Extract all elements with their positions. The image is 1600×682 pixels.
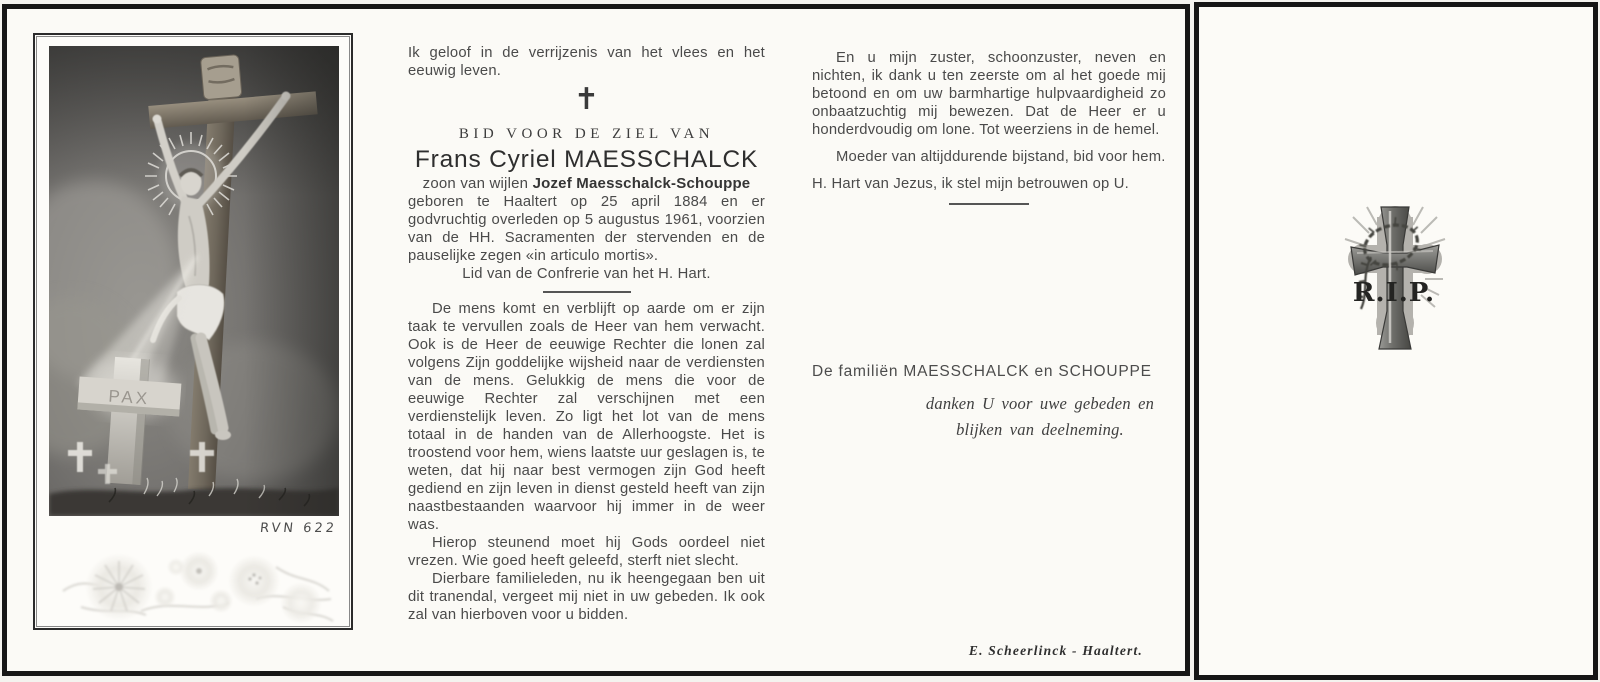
left-text-column [408, 44, 765, 624]
divider-rule [949, 203, 1029, 205]
invocation-mother: Moeder van altijddurende bijstand, bid voor hem. [836, 149, 1166, 165]
meditation-paragraph: Hierop steunend moet hij Gods oordeel niet vrezen. Wie goed heeft geleefd, sterft niet slecht. [408, 535, 765, 569]
meditation-paragraph: De mens komt en verblijft op aarde om er zijn taak te vervullen zoals de Heer van hem verwacht. Ook is de Heer de eeuwige Rechter die lonen zal volgens Zijn goddelijke wijsheid naar de verdiensten van de mens. Gelukkig de mens die voor de eeuwige Rechter zal verschijnen met een verdienstelijk leven. Zo ligt het lot van de mens totaal in de handen van de Allerhoogste. Het is troostend voor hem, wiens laatste uur geslagen is, te weten, dat hij naar best vermogen zijn God heeft gediend en zijn leven in dienst gesteld heeft van zijn naastbestaanden waarvoor hij immer in de weer was. [408, 301, 765, 533]
rip-text: R.I.P. [1352, 278, 1436, 308]
meditation-paragraph: Dierbare familieleden, nu ik heengegaan ben uit dit tranendal, vergeet mij niet in uw gebeden. Ik ook zal van hierboven voor u bidden. [408, 571, 765, 623]
back-cover-page [1194, 2, 1598, 680]
thanks-text: danken U voor uwe gebeden en blijken van deelneming. [925, 394, 1155, 439]
membership-line: Lid van de Confrerie van het H. Hart. [462, 266, 711, 282]
pray-heading: BID VOOR DE ZIEL VAN [458, 126, 715, 142]
artist-mark: RVN 622 [259, 521, 338, 536]
printer-credit: E. Scheerlinck - Haaltert. [968, 643, 1143, 658]
farewell-paragraph: En u mijn zuster, schoonzuster, neven en nichten, ik dank u ten zeerste om al het goede mij betoond en om uw barmhartige hulpvaardigheid zo onbaatzuchtig mij bewezen. Dat de Heer er u honderdvoudig om lone. Tot weerziens in de hemel. [812, 50, 1166, 138]
right-text-column [812, 49, 1166, 443]
divider-rule [543, 291, 631, 293]
invocation-sacred-heart: H. Hart van Jezus, ik stel mijn betrouwen op U. [812, 176, 1129, 192]
crucifixion-photo [49, 46, 339, 516]
creed-text: Ik geloof in de verrijzenis van het vlees en het eeuwig leven. [408, 45, 765, 79]
flower-wreath-illustration [51, 541, 337, 625]
holy-card-picture [33, 33, 353, 630]
lineage-line [408, 175, 765, 193]
life-dates-text: geboren te Haaltert op 25 april 1884 en er godvruchtig overleden op 5 augustus 1961, voorzien van de HH. Sacramenten der stervenden en de pauselijke zegen «in articulo mortis». [408, 194, 765, 264]
lineage-prefix: zoon van wijlen [422, 175, 529, 192]
family-line: De familiën MAESSCHALCK en SCHOUPPE [812, 363, 1152, 380]
inner-spread-page [2, 4, 1190, 676]
deceased-name: Frans Cyriel MAESSCHALCK [414, 146, 759, 173]
lineage-family-name: Jozef Maesschalck-Schouppe [532, 175, 751, 192]
cross-icon: ✝ [573, 82, 600, 117]
pax-engraving: PAX [107, 386, 151, 409]
rip-cross-emblem [1339, 195, 1451, 363]
